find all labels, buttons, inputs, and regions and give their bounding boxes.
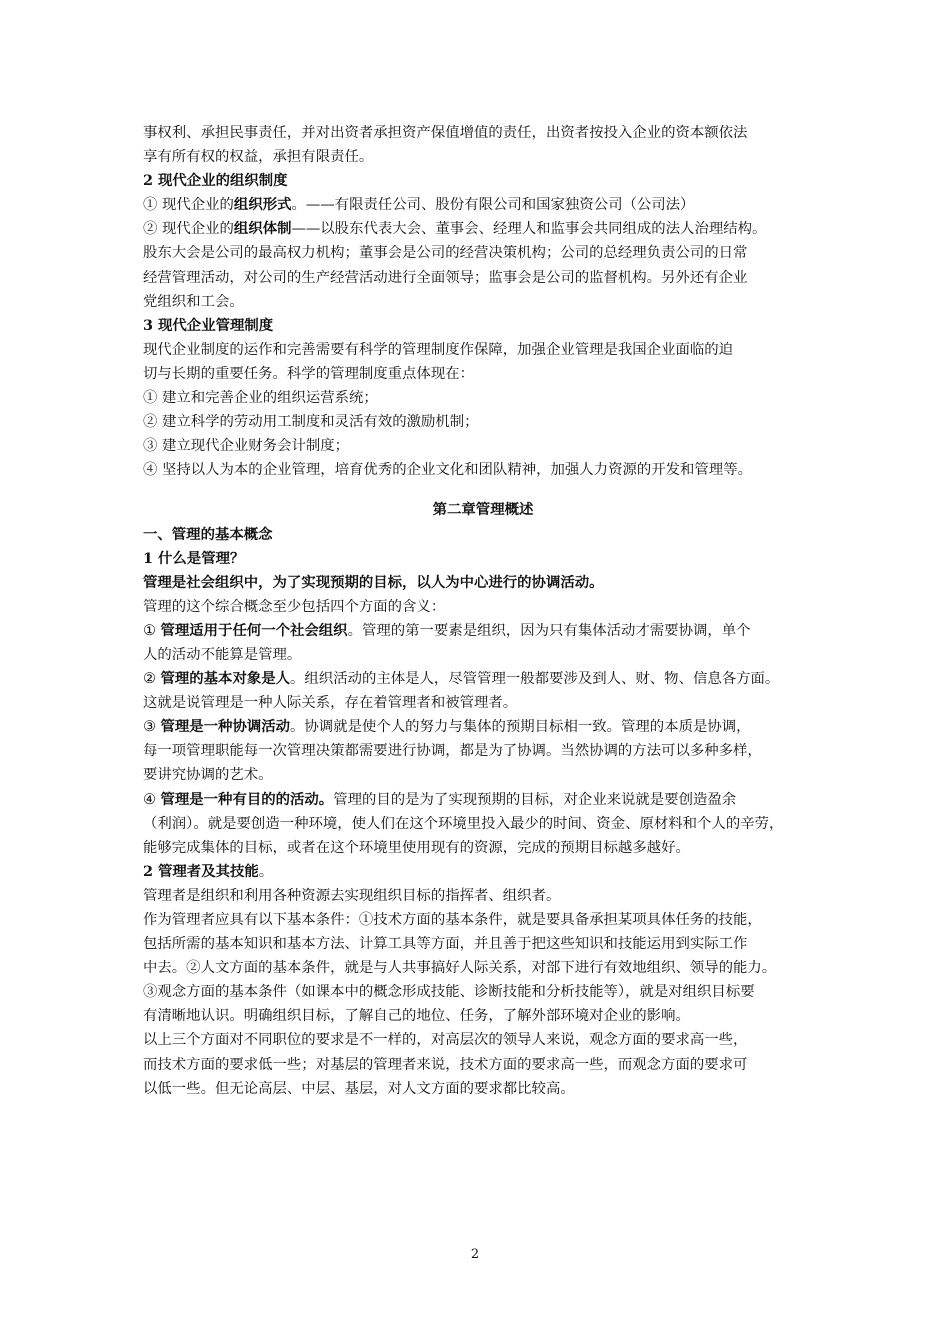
question-heading: 1 什么是管理？: [143, 549, 245, 567]
text-line: 以低一些。但无论高层、中层、基层，对人文方面的要求都比较高。: [143, 1080, 575, 1097]
text-line: 党组织和工会。: [143, 293, 244, 310]
text-line: 享有所有权的权益，承担有限责任。: [143, 149, 374, 166]
list-item: ④ 坚持以人为本的企业管理，培育优秀的企业文化和团队精神，加强人力资源的开发和管理等。: [143, 462, 752, 479]
text-line: 这就是说管理是一种人际关系，存在着管理者和被管理者。: [143, 695, 518, 712]
text-span: ③: [143, 719, 161, 736]
text-line: 事权利、承担民事责任，并对出资者承担资产保值增值的责任，出资者按投入企业的资本额依法: [143, 125, 748, 141]
question-heading-2: [143, 860, 823, 884]
bold-term: 组织体制: [233, 220, 292, 238]
spacer: [143, 482, 823, 498]
text-line: 经营管理活动，对公司的生产经营活动进行全面领导；监事会是公司的监督机构。另外还有企业: [143, 269, 748, 286]
text-line: 现代企业制度的运作和完善需要有科学的管理制度作保障，加强企业管理是我国企业面临的迫: [143, 341, 734, 358]
text-line: （利润）。就是要创造一种环境，使人们在这个环境里投入最少的时间、资金、原材料和个人的辛劳，: [143, 815, 784, 832]
text-line: 管理的这个综合概念至少包括四个方面的含义：: [143, 598, 446, 615]
bold-term: 管理是一种协调活动: [160, 718, 291, 736]
list-item: ② 建立科学的劳动用工制度和灵活有效的激励机制；: [143, 414, 479, 431]
text-line: 人的活动不能算是管理。: [143, 646, 302, 663]
chapter-title: 第二章管理概述: [432, 501, 534, 519]
text-line: 中去。②人文方面的基本条件，就是与人共事搞好人际关系，对部下进行有效地组织、领导的能力。: [143, 960, 777, 977]
text-line: 有清晰地认识。明确组织目标，了解自己的地位、任务，了解外部环境对企业的影响。: [143, 1008, 690, 1025]
text-line: 而技术方面的要求低一些；对基层的管理者来说，技术方面的要求高一些，而观念方面的要求可: [143, 1056, 748, 1073]
text-span: 管理的目的是为了实现预期的目标，对企业来说就是要创造盈余: [333, 791, 737, 808]
page-body: [143, 121, 823, 1101]
text-span: ②: [143, 671, 161, 688]
text-span: ② 现代企业的: [143, 221, 234, 238]
bold-term: 组织形式: [233, 196, 292, 214]
page-number: 2: [470, 1247, 480, 1262]
text-line: 切与长期的重要任务。科学的管理制度重点体现在：: [143, 365, 474, 382]
point-1: [143, 619, 823, 643]
point-4: [143, 788, 823, 812]
text-line: 股东大会是公司的最高权力机构；董事会是公司的经营决策机构；公司的总经理负责公司的日常: [143, 245, 748, 262]
text-span: ——以股东代表大会、董事会、经理人和监事会共同组成的法人治理结构。: [291, 221, 767, 238]
list-item: ① 建立和完善企业的组织运营系统；: [143, 390, 378, 407]
text-line: 管理者是组织和利用各种资源去实现组织目标的指挥者、组织者。: [143, 887, 561, 904]
text-span: ①: [143, 622, 161, 639]
text-span: 。管理的第一要素是组织，因为只有集体活动才需要协调，单个: [347, 622, 751, 639]
text-line: 要讲究协调的艺术。: [143, 767, 273, 784]
org-form-line: [143, 193, 823, 217]
text-span: ④: [143, 791, 161, 808]
text-span: 。协调就是使个人的努力与集体的预期目标相一致。管理的本质是协调，: [290, 719, 751, 736]
list-item: ③ 建立现代企业财务会计制度；: [143, 438, 350, 455]
text-line: 以上三个方面对不同职位的要求是不一样的，对高层次的领导人来说，观念方面的要求高一些，: [143, 1032, 748, 1049]
definition: 管理是社会组织中，为了实现预期的目标，以人为中心进行的协调活动。: [143, 573, 604, 591]
text-span: ① 现代企业的: [143, 197, 234, 214]
bold-term: 管理是一种有目的的活动。: [160, 790, 334, 808]
bold-term: 管理的基本对象是人: [160, 670, 291, 688]
text-span: 。组织活动的主体是人，尽管管理一般都要涉及到人、财、物、信息各方面。: [290, 671, 780, 688]
bold-term: 管理适用于任何一个社会组织: [160, 621, 348, 639]
text-line: 能够完成集体的目标，或者在这个环境里使用现有的资源，完成的预期目标越多越好。: [143, 839, 690, 856]
section-heading: 3 现代企业管理制度: [143, 316, 274, 334]
text-line: ③观念方面的基本条件（如课本中的概念形成技能、诊断技能和分析技能等），就是对组织目标要: [143, 984, 755, 1001]
section-heading: 2 现代企业的组织制度: [143, 172, 288, 190]
text-line: 包括所需的基本知识和基本方法、计算工具等方面，并且善于把这些知识和技能运用到实际工作: [143, 936, 748, 953]
text-line: 作为管理者应具有以下基本条件：①技术方面的基本条件，就是要具备承担某项具体任务的技能，: [143, 912, 762, 928]
text-span: 。——有限责任公司、股份有限公司和国家独资公司（公司法）: [291, 197, 695, 214]
point-2: [143, 667, 823, 691]
text-line: 每一项管理职能每一次管理决策都需要进行协调，都是为了协调。当然协调的方法可以多种多样，: [143, 743, 762, 760]
org-system-line: [143, 217, 823, 241]
text-span: 。: [258, 863, 274, 880]
part-heading: 一、管理的基本概念: [143, 525, 273, 543]
point-3: [143, 715, 823, 739]
bold-term: 2 管理者及其技能: [143, 862, 259, 880]
